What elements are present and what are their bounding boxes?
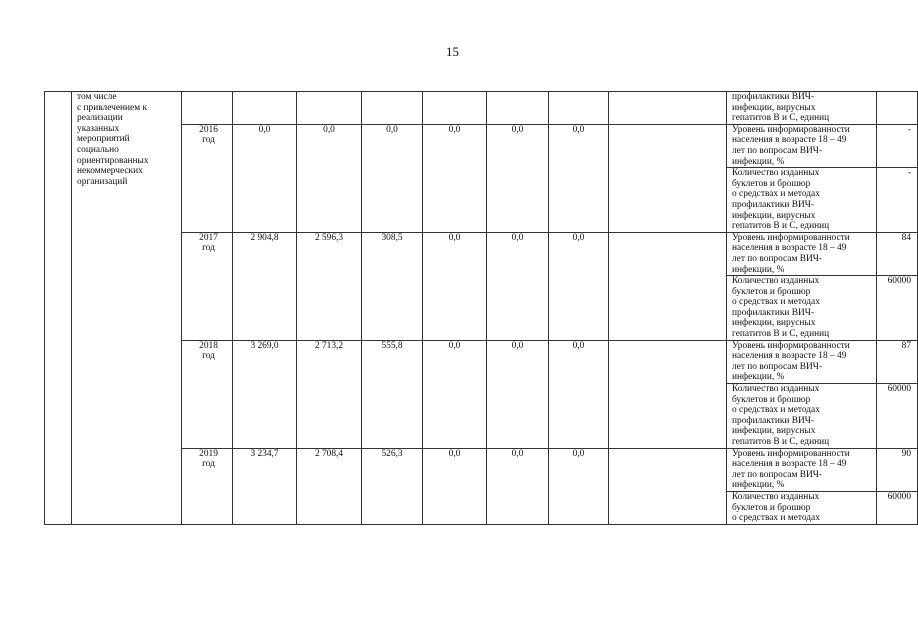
indicator-value-cell: 84 bbox=[877, 232, 918, 275]
funding-value-cell: 0,0 bbox=[549, 448, 609, 524]
funding-value-cell: 0,0 bbox=[297, 124, 362, 232]
funding-value-cell: 0,0 bbox=[362, 124, 423, 232]
indicator-name-cell: Количество изданных буклетов и брошюр о средствах и методах bbox=[727, 491, 877, 524]
year-cell: 2018 год bbox=[182, 340, 233, 448]
table-cell bbox=[182, 92, 233, 125]
funding-value-cell: 0,0 bbox=[423, 124, 487, 232]
funding-value-cell: 0,0 bbox=[487, 232, 549, 340]
funding-value-cell: 0,0 bbox=[549, 124, 609, 232]
table-body bbox=[45, 92, 918, 525]
table-cell bbox=[233, 92, 297, 125]
funding-value-cell: 0,0 bbox=[423, 232, 487, 340]
year-cell: 2017 год bbox=[182, 232, 233, 340]
funding-value-cell: 2 708,4 bbox=[297, 448, 362, 524]
year-cell: 2016 год bbox=[182, 124, 233, 232]
funding-value-cell: 0,0 bbox=[549, 340, 609, 448]
table-cell bbox=[362, 92, 423, 125]
funding-value-cell: 308,5 bbox=[362, 232, 423, 340]
funding-value-cell bbox=[609, 448, 727, 524]
funding-value-cell: 555,8 bbox=[362, 340, 423, 448]
indicator-name-cell: Уровень информированности населения в возрасте 18 – 49 лет по вопросам ВИЧ- инфекции, % bbox=[727, 448, 877, 491]
program-table bbox=[44, 91, 918, 525]
funding-value-cell: 0,0 bbox=[233, 124, 297, 232]
indicator-name-cell: Уровень информированности населения в возрасте 18 – 49 лет по вопросам ВИЧ- инфекции, % bbox=[727, 232, 877, 275]
funding-value-cell: 0,0 bbox=[423, 448, 487, 524]
indicator-name-cell: Уровень информированности населения в возрасте 18 – 49 лет по вопросам ВИЧ- инфекции, % bbox=[727, 340, 877, 383]
program-description-cell: том числе с привлечением к реализации указанных мероприятий социально ориентированных некоммерческих организаций bbox=[72, 92, 182, 525]
table-cell bbox=[423, 92, 487, 125]
indicator-value-cell: 90 bbox=[877, 448, 918, 491]
funding-value-cell: 0,0 bbox=[549, 232, 609, 340]
indicator-value-cell: - bbox=[877, 124, 918, 167]
funding-value-cell: 2 596,3 bbox=[297, 232, 362, 340]
row-number-cell bbox=[45, 92, 72, 525]
funding-value-cell: 2 713,2 bbox=[297, 340, 362, 448]
indicator-name-cell: Количество изданных буклетов и брошюр о средствах и методах профилактики ВИЧ- инфекции, вирусных гепатитов В и С, единиц bbox=[727, 168, 877, 233]
funding-value-cell bbox=[609, 232, 727, 340]
indicator-name-cell: Количество изданных буклетов и брошюр о средствах и методах профилактики ВИЧ- инфекции, вирусных гепатитов В и С, единиц bbox=[727, 384, 877, 449]
indicator-value-cell: 60000 bbox=[877, 491, 918, 524]
funding-value-cell: 3 269,0 bbox=[233, 340, 297, 448]
year-cell: 2019 год bbox=[182, 448, 233, 524]
funding-value-cell bbox=[609, 340, 727, 448]
funding-value-cell: 0,0 bbox=[487, 340, 549, 448]
indicator-value-cell: 87 bbox=[877, 340, 918, 383]
page-number: 15 bbox=[446, 44, 459, 59]
table-row bbox=[45, 92, 918, 125]
funding-value-cell bbox=[609, 124, 727, 232]
indicator-name-cell: Количество изданных буклетов и брошюр о средствах и методах профилактики ВИЧ- инфекции, вирусных гепатитов В и С, единиц bbox=[727, 276, 877, 341]
table-cell bbox=[549, 92, 609, 125]
funding-value-cell: 3 234,7 bbox=[233, 448, 297, 524]
indicator-value-cell bbox=[877, 92, 918, 125]
table-cell bbox=[297, 92, 362, 125]
funding-value-cell: 0,0 bbox=[487, 124, 549, 232]
table-cell bbox=[487, 92, 549, 125]
indicator-name-cell: Уровень информированности населения в возрасте 18 – 49 лет по вопросам ВИЧ- инфекции, % bbox=[727, 124, 877, 167]
funding-value-cell: 2 904,8 bbox=[233, 232, 297, 340]
indicator-value-cell: 60000 bbox=[877, 384, 918, 449]
indicator-name-cell: профилактики ВИЧ- инфекции, вирусных гепатитов В и С, единиц bbox=[727, 92, 877, 125]
indicator-value-cell: - bbox=[877, 168, 918, 233]
table-cell bbox=[609, 92, 727, 125]
funding-value-cell: 0,0 bbox=[423, 340, 487, 448]
funding-value-cell: 0,0 bbox=[487, 448, 549, 524]
funding-value-cell: 526,3 bbox=[362, 448, 423, 524]
indicator-value-cell: 60000 bbox=[877, 276, 918, 341]
